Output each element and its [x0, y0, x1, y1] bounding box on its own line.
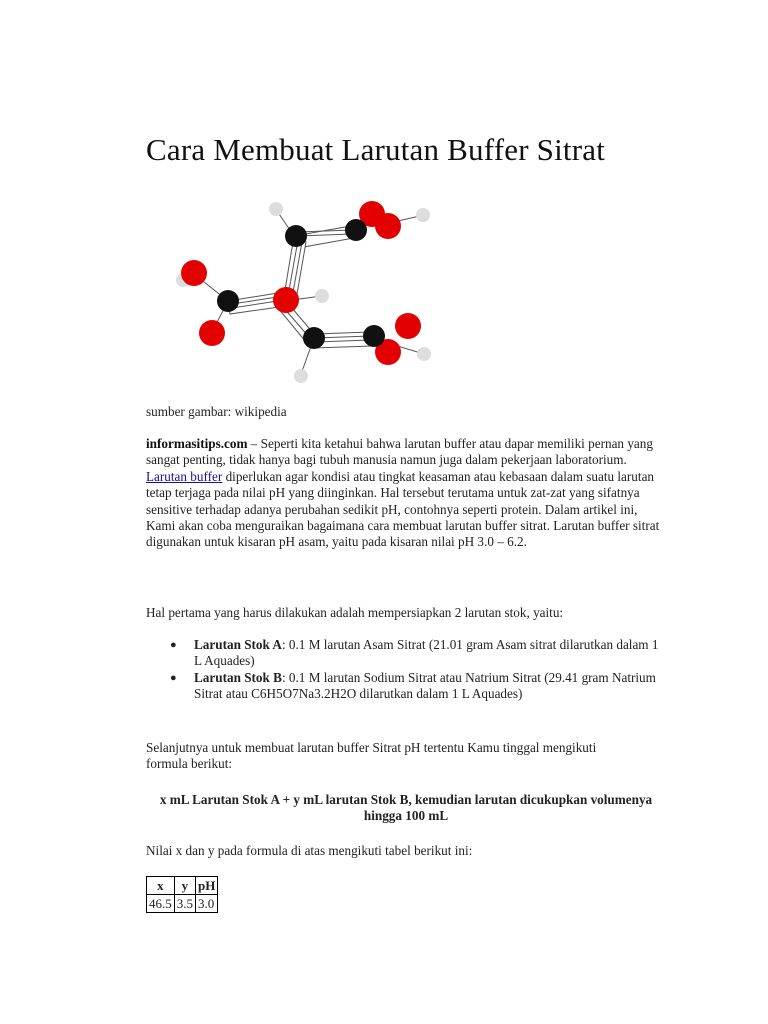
larutan-buffer-link[interactable]: Larutan buffer: [146, 468, 223, 484]
intro-text-1: – Seperti kita ketahui bahwa larutan buffer atau dapar memiliki pernan yang sangat penting, tidak hanya bagi tubuh manusia namun juga dalam pekerjaan laboratorium.: [146, 436, 653, 468]
list-item: [170, 669, 666, 703]
site-name: informasitips.com: [146, 436, 248, 451]
intro-text-2: diperlukan agar kondisi atau tingkat keasaman atau kebasaan dalam suatu larutan tetap terjaga pada nilai pH yang diinginkan. Hal tersebut terutama untuk zat-zat yang sifatnya sensitive terhadap adanya perubahan sedikit pH, contohnya seperti protein. Dalam artikel ini, Kami akan coba menguraikan bagaimana cara membuat larutan buffer sitrat. Larutan buffer sitrat digunakan untuk kisaran pH asam, yaitu pada kisaran nilai pH 3.0 – 6.2.: [146, 468, 660, 550]
table-row: [147, 895, 218, 913]
stock-text: : 0.1 M larutan Asam Sitrat (21.01 gram Asam sitrat dilarutkan dalam 1 L Aquades): [194, 637, 659, 669]
molecule-atoms: [176, 201, 431, 383]
table-header-row: [147, 877, 218, 895]
bullet-icon: ●: [170, 639, 177, 651]
stock-text: : 0.1 M larutan Sodium Sitrat atau Natrium Sitrat (29.41 gram Natrium Sitrat atau C6H5O7Na3.2H2O dilarutkan dalam 1 L Aquades): [194, 669, 656, 702]
formula: x mL Larutan Stok A + y mL larutan Stok B, kemudian larutan dicukupkan volumenya hingga 100 mL: [159, 792, 653, 824]
header-x: x: [147, 877, 175, 895]
stock-label: Larutan Stok B: [194, 669, 282, 685]
bullet-icon: ●: [170, 671, 177, 684]
table-intro-paragraph: Nilai x dan y pada formula di atas mengikuti tabel berikut ini:: [146, 843, 473, 858]
cell-y: 3.5: [174, 895, 195, 913]
header-y: y: [174, 877, 195, 895]
page-title: Cara Membuat Larutan Buffer Sitrat: [146, 132, 606, 167]
stock-label: Larutan Stok A: [194, 637, 282, 652]
intro-paragraph: [146, 436, 666, 551]
cell-x: 46.5: [147, 895, 175, 913]
formula-lead-paragraph: Selanjutnya untuk membuat larutan buffer Sitrat pH tertentu Kamu tinggal mengikuti formula berikut:: [146, 740, 597, 772]
image-caption: sumber gambar: wikipedia: [146, 404, 287, 419]
stock-list: [146, 637, 666, 703]
list-item: [170, 637, 666, 670]
cell-ph: 3.0: [196, 895, 218, 913]
header-ph: pH: [196, 877, 218, 895]
citric-acid-molecule-image: [146, 196, 446, 391]
buffer-table: [146, 876, 218, 913]
stock-lead-paragraph: Hal pertama yang harus dilakukan adalah mempersiapkan 2 larutan stok, yaitu:: [146, 605, 564, 620]
